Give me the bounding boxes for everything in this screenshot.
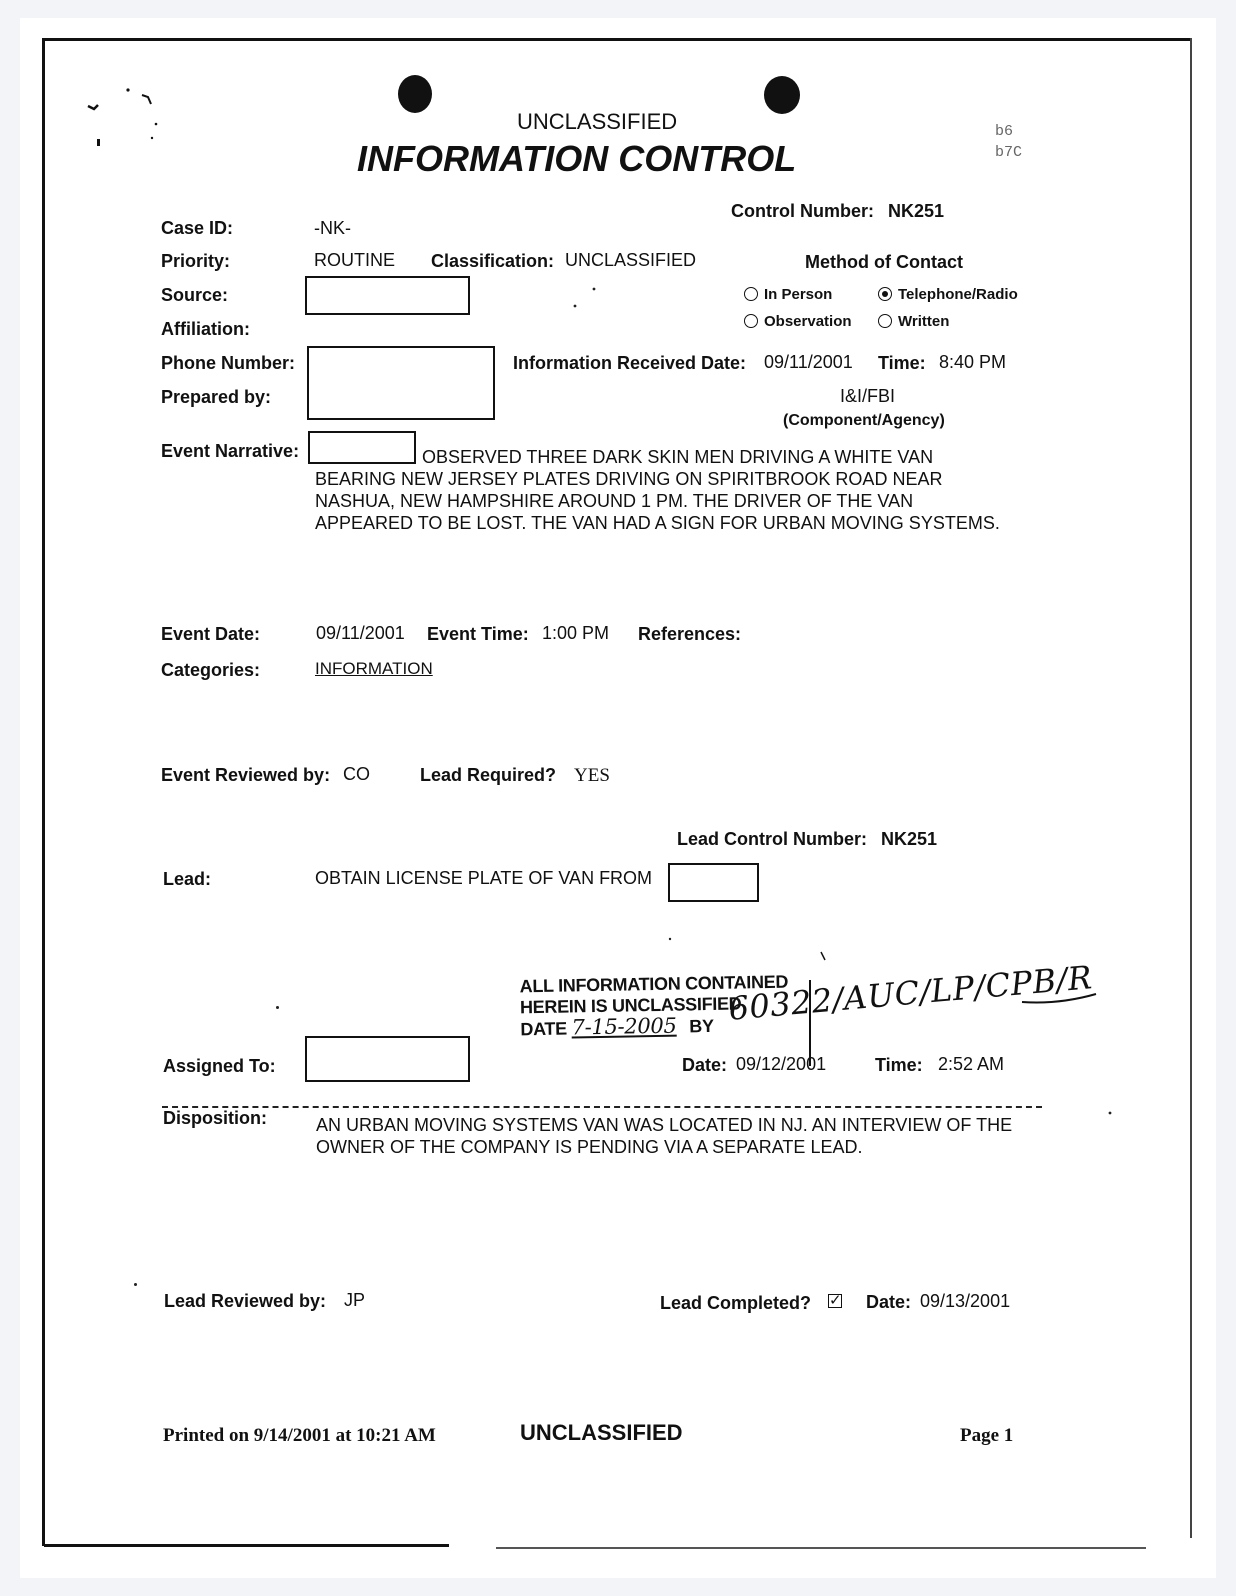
priority-value: ROUTINE — [314, 250, 395, 270]
declassification-stamp: ALL INFORMATION CONTAINED HEREIN IS UNCLASSIFIED DATE 7-15-2005 BY — [519, 971, 789, 1040]
redaction-box-assigned — [305, 1036, 470, 1082]
event-date-label: Event Date: — [161, 624, 261, 644]
source-label: Source: — [161, 285, 229, 305]
lead-control-number-value: NK251 — [881, 829, 938, 849]
info-received-date-label: Information Received Date: — [513, 353, 747, 373]
lead-label: Lead: — [163, 869, 212, 889]
event-narrative-label: Event Narrative: — [161, 441, 300, 461]
lead-control-number-label: Lead Control Number: — [677, 829, 868, 849]
disposition-text: AN URBAN MOVING SYSTEMS VAN WAS LOCATED IN NJ. AN INTERVIEW OF THE OWNER OF THE COMPANY IS PENDING VIA A SEPARATE LEAD. — [316, 1115, 1013, 1157]
categories-value: INFORMATION — [315, 659, 433, 678]
scan-speck — [134, 1283, 137, 1286]
assigned-date-value: 09/12/2001 — [736, 1054, 827, 1074]
info-received-time-label: Time: — [878, 353, 926, 373]
assigned-time-value: 2:52 AM — [938, 1054, 1005, 1074]
exemption-code-b7c: b7C — [995, 144, 1023, 161]
affiliation-label: Affiliation: — [161, 319, 250, 339]
redaction-box-source — [305, 276, 470, 315]
priority-label: Priority: — [161, 251, 231, 271]
page-number: Page 1 — [960, 1425, 1014, 1446]
checkbox-checked-icon: ✓ — [829, 1292, 842, 1309]
phone-number-label: Phone Number: — [161, 353, 296, 373]
event-reviewed-value: CO — [343, 764, 370, 784]
border-top — [44, 38, 1192, 41]
method-of-contact-title: Method of Contact — [805, 252, 963, 272]
lead-reviewed-value: JP — [344, 1290, 366, 1310]
page-title: INFORMATION CONTROL — [357, 138, 797, 179]
printed-on: Printed on 9/14/2001 at 10:21 AM — [163, 1425, 436, 1446]
event-time-label: Event Time: — [427, 624, 529, 644]
lead-completed-label: Lead Completed? — [660, 1293, 812, 1313]
lead-text: OBTAIN LICENSE PLATE OF VAN FROM — [315, 868, 653, 888]
punch-hole-icon — [762, 74, 802, 118]
info-received-time-value: 8:40 PM — [939, 352, 1007, 372]
document-page — [20, 18, 1216, 1578]
redaction-box-phone — [307, 346, 495, 420]
lead-required-label: Lead Required? — [420, 765, 557, 785]
assigned-time-label: Time: — [875, 1055, 923, 1075]
event-narrative-text: OBSERVED THREE DARK SKIN MEN DRIVING A WHITE VAN BEARING NEW JERSEY PLATES DRIVING ON SPIRITBROOK ROAD NEAR NASHUA, NEW HAMPSHIRE AROUND 1 PM. THE DRIVER OF THE VAN APPEARED TO BE LOST. THE VAN HAD A SIGN FOR URBAN MOVING SYSTEMS. — [315, 447, 1000, 533]
exemption-code-b6: b6 — [995, 123, 1014, 140]
contact-option-observation: Observation — [744, 313, 852, 330]
classification-top: UNCLASSIFIED — [517, 109, 678, 134]
prepared-by-label: Prepared by: — [161, 387, 272, 407]
lead-reviewed-label: Lead Reviewed by: — [164, 1291, 327, 1311]
classification-label: Classification: — [431, 251, 555, 271]
assigned-to-label: Assigned To: — [163, 1056, 276, 1076]
case-id-label: Case ID: — [161, 218, 234, 238]
scan-specks — [80, 78, 170, 158]
contact-option-written: Written — [878, 313, 949, 330]
lead-required-value: YES — [574, 765, 610, 786]
assigned-date-label: Date: — [682, 1055, 728, 1075]
lead-completed-date-value: 09/13/2001 — [920, 1291, 1011, 1311]
border-left — [42, 38, 45, 1546]
lead-completed-date-label: Date: — [866, 1292, 912, 1312]
event-reviewed-label: Event Reviewed by: — [161, 765, 331, 785]
classification-bottom: UNCLASSIFIED — [520, 1420, 683, 1445]
scan-speck — [276, 1006, 279, 1009]
classification-value: UNCLASSIFIED — [565, 250, 697, 270]
border-bottom-left — [44, 1544, 449, 1547]
event-date-value: 09/11/2001 — [316, 623, 405, 643]
scan-specks — [570, 283, 1210, 1313]
contact-option-in-person: In Person — [744, 286, 832, 303]
disposition-label: Disposition: — [163, 1108, 267, 1128]
references-label: References: — [638, 624, 742, 644]
contact-option-telephone: Telephone/Radio — [878, 286, 1018, 303]
event-time-value: 1:00 PM — [542, 623, 610, 643]
agency-value: I&I/FBI — [840, 386, 896, 406]
info-received-date-value: 09/11/2001 — [764, 352, 853, 372]
control-number-label: Control Number: — [731, 201, 874, 221]
border-bottom-right — [496, 1547, 1146, 1549]
control-number-value: NK251 — [888, 201, 945, 221]
categories-label: Categories: — [161, 660, 261, 680]
punch-hole-icon — [395, 73, 435, 117]
agency-caption: (Component/Agency) — [783, 412, 945, 429]
handwritten-signature: 60322/AUC/LP/CPB/R — [727, 958, 1094, 1028]
case-id-value: -NK- — [314, 218, 351, 238]
